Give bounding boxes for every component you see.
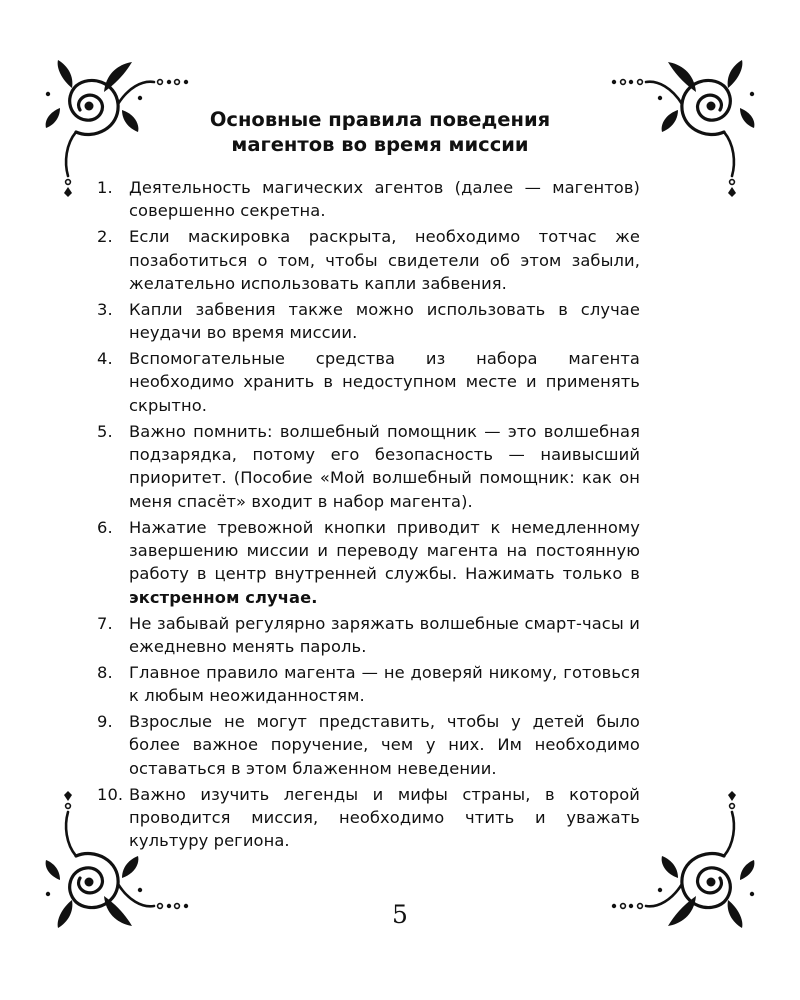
rule-item <box>97 347 640 417</box>
rule-text-plain: Нажатие тревожной кнопки приводит к немедленному завершению миссии и переводу магента на постоянную работу в центр внутренней службы. Нажимать только в <box>129 517 640 584</box>
rule-text: Капли забвения также можно использовать в случае неудачи во время миссии. <box>129 299 640 343</box>
page-number: 5 <box>392 900 408 929</box>
rule-number: 3. <box>97 299 113 319</box>
rule-text: Важно помнить: волшебный помощник — это волшебная подзарядка, потому его безопасность — наивысший приоритет. (Пособие «Мой волшебный помощник: как он меня спасёт» входит в набор магента). <box>129 421 640 511</box>
rule-text: Взрослые не могут представить, чтобы у детей было более важное поручение, чем у них. Им необходимо оставаться в этом блаженном неведении. <box>129 712 640 778</box>
rule-number: 2. <box>97 227 113 247</box>
rule-number: 10. <box>97 784 124 804</box>
page-title-line-1: Основные правила поведения <box>209 108 551 131</box>
rule-item <box>97 225 640 295</box>
rule-number: 8. <box>97 662 113 682</box>
rule-number: 1. <box>97 178 113 197</box>
rule-item <box>97 783 640 853</box>
rule-text-emphasis: экстренном случае. <box>129 587 318 607</box>
rule-item <box>97 710 640 780</box>
rule-text: Деятельность магических агентов (далее — магентов) совершенно секретна. <box>129 178 640 221</box>
rule-text: Не забывай регулярно заряжать волшебные смарт-часы и ежедневно менять пароль. <box>129 613 640 657</box>
rule-number: 4. <box>97 349 113 369</box>
rule-number: 6. <box>97 517 113 537</box>
rule-item <box>97 612 640 659</box>
rule-number: 5. <box>97 421 113 441</box>
page-title-line-2: магентов во время миссии <box>231 133 529 156</box>
rule-item <box>97 420 640 514</box>
rules-list <box>97 176 640 855</box>
rule-text: Важно изучить легенды и мифы страны, в которой проводится миссия, необходимо чтить и уважать культуру региона. <box>129 784 640 851</box>
rule-text: Главное правило магента — не доверяй никому, готовься к любым неожиданностям. <box>129 662 640 706</box>
page-title <box>160 107 600 157</box>
rule-item <box>97 516 640 610</box>
rule-item <box>97 661 640 708</box>
rule-text: Вспомогательные средства из набора магента необходимо хранить в недоступном месте и применять скрытно. <box>129 349 640 415</box>
rule-text <box>129 516 640 610</box>
rule-item <box>97 298 640 345</box>
rule-number: 9. <box>97 712 113 732</box>
rule-item <box>97 176 640 223</box>
rule-number: 7. <box>97 613 113 633</box>
rule-text: Если маскировка раскрыта, необходимо тотчас же позаботиться о том, чтобы свидетели об этом забыли, желательно использовать капли забвения. <box>129 227 640 294</box>
